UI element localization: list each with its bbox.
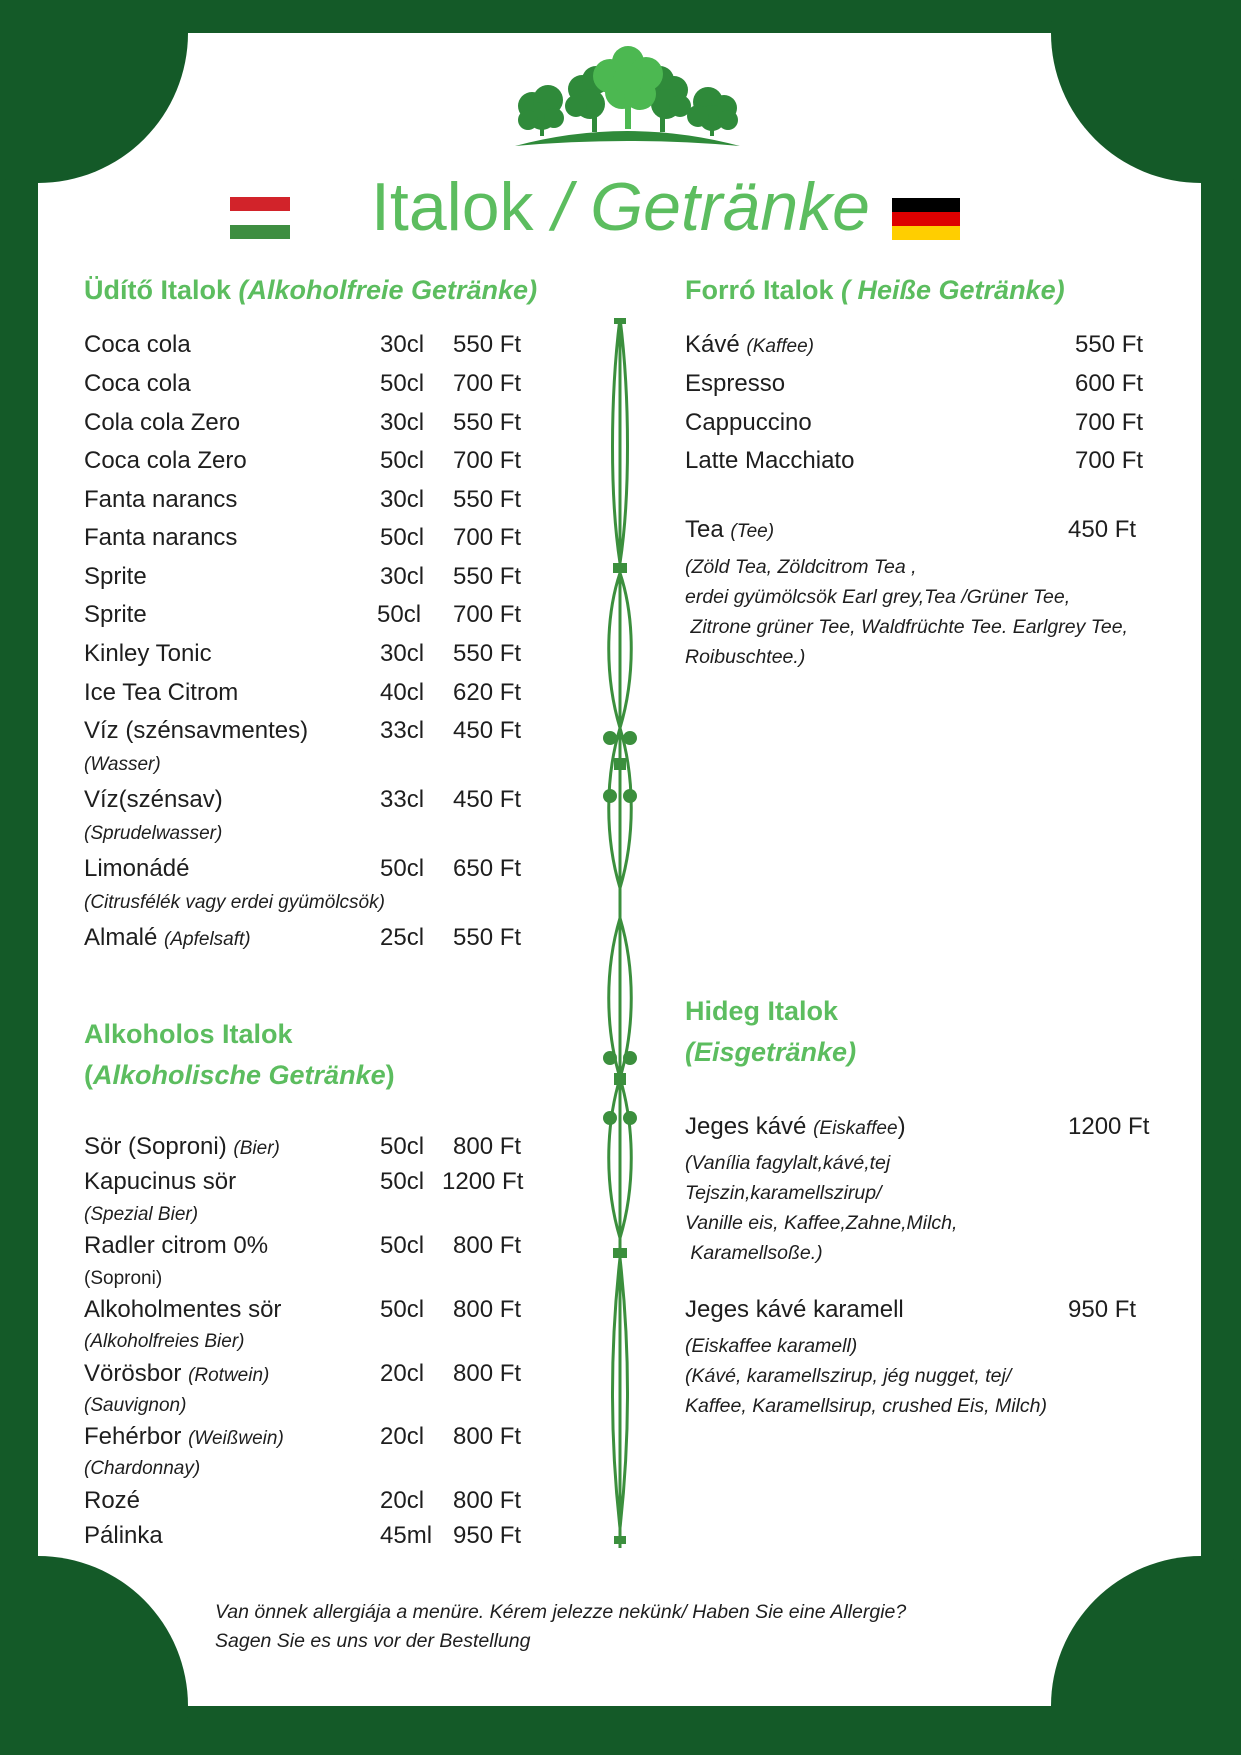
item-volume: 33cl [380,717,425,744]
item-name-de: (Bier) [233,1138,280,1159]
item-volume: 50cl [380,1168,425,1195]
item-volume: 30cl [380,409,425,436]
note-line: (Vanília fagylalt,kávé,tej [685,1152,891,1174]
item-price: 650 Ft [453,855,522,882]
item-name [685,1113,906,1141]
hot-drinks-heading-sub: ( Heiße Getränke) [841,275,1065,305]
item-name: Espresso [685,370,786,397]
item-volume: 50cl [377,601,422,628]
item-price: 800 Ft [453,1296,522,1323]
title-separator: / [533,169,591,245]
alcohol-heading [84,1014,395,1096]
item-name-de: (Kaffee) [746,336,814,357]
soft-drinks-heading-sub: (Alkoholfreie Getränke) [238,275,538,305]
menu-item [84,524,534,558]
menu-item [84,370,534,404]
item-name: Fanta narancs [84,486,238,513]
menu-item [84,924,534,958]
item-name-de: (Apfelsaft) [164,929,251,950]
item-subtitle: (Chardonnay) [84,1458,201,1479]
note-line: Karamellsoße.) [685,1242,823,1264]
note-line: Kaffee, Karamellsirup, crushed Eis, Milch) [685,1395,1047,1417]
item-name: Víz(szénsav) [84,786,223,813]
tea-notes [685,552,1128,672]
item-volume: 50cl [380,1133,425,1160]
item-name-de: (Eiskaffee [813,1118,898,1139]
alcohol-heading-line1: Alkoholos Italok [84,1019,293,1049]
menu-item [685,331,1150,365]
item-volume: 30cl [380,486,425,513]
menu-item [84,563,534,597]
menu-item [84,717,534,751]
menu-item [84,640,534,674]
iced-coffee-caramel-notes [685,1331,1047,1421]
menu-item [84,447,534,481]
note-line: Vanille eis, Kaffee,Zahne,Milch, [685,1212,958,1234]
note-line: (Eiskaffee karamell) [685,1335,858,1357]
item-name: Fanta narancs [84,524,238,551]
item-subtitle: (Wasser) [84,754,161,775]
item-price: 620 Ft [453,679,522,706]
item-name: Kinley Tonic [84,640,212,667]
item-price: 550 Ft [453,331,522,358]
item-volume: 40cl [380,679,425,706]
item-volume: 50cl [380,524,425,551]
menu-item [84,1360,544,1394]
menu-item [84,679,534,713]
item-name-hu: Jeges kávé [685,1113,807,1140]
item-price: 700 Ft [453,601,522,628]
item-volume: 50cl [380,370,425,397]
item-price: 1200 Ft [442,1168,524,1195]
paren-close: ) [385,1060,395,1090]
item-name: Víz (szénsavmentes) [84,717,309,744]
item-name-hu: Tea [685,516,724,543]
item-name-de: (Rotwein) [188,1365,270,1386]
item-name [84,1360,269,1388]
note-line: (Kávé, karamellszirup, jég nugget, tej/ [685,1365,1012,1387]
item-name: Cappuccino [685,409,812,436]
menu-item [84,855,534,889]
item-volume: 50cl [380,855,425,882]
menu-item [685,409,1150,443]
item-volume: 50cl [380,1232,425,1259]
item-volume: 33cl [380,786,425,813]
item-subtitle: (Sauvignon) [84,1395,187,1416]
item-price: 800 Ft [453,1423,522,1450]
item-price: 700 Ft [1075,447,1144,474]
item-name: Coca cola [84,331,191,358]
item-subtitle: (Citrusfélék vagy erdei gyümölcsök) [84,892,385,913]
item-name-hu: Kávé [685,331,740,358]
item-price: 600 Ft [1075,370,1144,397]
note-line: Tejszin,karamellszirup/ [685,1182,882,1204]
item-name [84,1133,280,1161]
item-volume: 25cl [380,924,425,951]
note-line: erdei gyümölcsök Earl grey,Tea /Grüner Tee, [685,586,1071,608]
item-price: 450 Ft [453,717,522,744]
menu-item [84,1133,544,1167]
item-name: Jeges kávé karamell [685,1296,904,1323]
item-price: 700 Ft [453,524,522,551]
item-price: 550 Ft [453,640,522,667]
menu-item [685,1113,1165,1147]
item-name: Cola cola Zero [84,409,241,436]
menu-item [84,486,534,520]
item-volume: 30cl [380,640,425,667]
menu-item [84,786,534,820]
item-price: 950 Ft [453,1522,522,1549]
title-main: Italok [371,169,534,245]
cold-drinks-heading [685,991,856,1073]
item-name-hu: Almalé [84,924,158,951]
item-volume: 20cl [380,1487,425,1514]
menu-item [84,1296,544,1330]
soft-drinks-heading [84,270,537,311]
item-name-hu: Sör (Soproni) [84,1133,227,1160]
hot-drinks-heading [685,270,1065,311]
item-price: 450 Ft [1068,516,1137,543]
note-line: Roibuschtee.) [685,646,806,668]
item-name [84,1423,284,1451]
item-name: Alkoholmentes sör [84,1296,282,1323]
item-price: 800 Ft [453,1360,522,1387]
item-price: 550 Ft [453,486,522,513]
item-price: 1200 Ft [1068,1113,1150,1140]
menu-item [84,331,534,365]
item-volume: 30cl [380,563,425,590]
item-name [685,331,814,359]
item-price: 550 Ft [453,563,522,590]
item-name-close: ) [897,1113,906,1140]
item-price: 550 Ft [1075,331,1144,358]
iced-coffee-notes [685,1148,957,1268]
item-name-de: (Tee) [730,521,775,542]
item-price: 700 Ft [453,370,522,397]
item-volume: 20cl [380,1360,425,1387]
soft-drinks-heading-main: Üdítő Italok [84,275,239,305]
item-price: 700 Ft [453,447,522,474]
menu-item [84,1522,544,1556]
item-name: Sprite [84,601,147,628]
menu-item [84,1487,544,1521]
item-name-hu: Fehérbor [84,1423,182,1450]
item-name: Rozé [84,1487,141,1514]
item-volume: 50cl [380,1296,425,1323]
item-name: Sprite [84,563,147,590]
item-price: 800 Ft [453,1487,522,1514]
item-price: 700 Ft [1075,409,1144,436]
ornamental-divider [600,318,640,1548]
item-name: Radler citrom 0% [84,1232,269,1259]
menu-item [84,409,534,443]
trees-logo-icon [510,44,745,152]
item-name: Coca cola [84,370,191,397]
item-name: Latte Macchiato [685,447,855,474]
menu-item [685,516,1150,550]
menu-item [84,601,534,635]
hot-drinks-heading-main: Forró Italok [685,275,842,305]
item-name: Ice Tea Citrom [84,679,239,706]
item-name-hu: Vörösbor [84,1360,182,1387]
note-line: (Zöld Tea, Zöldcitrom Tea , [685,556,917,578]
item-volume: 50cl [380,447,425,474]
cold-drinks-heading-line1: Hideg Italok [685,996,839,1026]
page-title [0,168,1241,246]
menu-item [84,1168,544,1202]
item-subtitle: (Sprudelwasser) [84,823,223,844]
item-name [685,516,774,544]
menu-item [84,1423,544,1457]
item-name: Kapucinus sör [84,1168,237,1195]
item-volume: 30cl [380,331,425,358]
cold-drinks-heading-line2: (Eisgetränke) [685,1037,857,1067]
item-price: 800 Ft [453,1232,522,1259]
allergy-note-line1: Van önnek allergiája a menüre. Kérem jelezze nekünk/ Haben Sie eine Allergie? [215,1601,907,1623]
item-name: Limonádé [84,855,190,882]
item-price: 800 Ft [453,1133,522,1160]
item-price: 450 Ft [453,786,522,813]
item-name: Pálinka [84,1522,163,1549]
menu-item [685,1296,1165,1330]
item-name: Coca cola Zero [84,447,247,474]
item-name-de: (Weißwein) [188,1428,284,1449]
note-line: Zitrone grüner Tee, Waldfrüchte Tee. Earlgrey Tee, [685,616,1128,638]
item-subtitle: (Alkoholfreies Bier) [84,1331,245,1352]
menu-item [685,370,1150,404]
item-price: 550 Ft [453,924,522,951]
item-subtitle: (Soproni) [84,1268,163,1289]
item-volume: 20cl [380,1423,425,1450]
alcohol-heading-sub: Alkoholische Getränke [93,1060,386,1090]
menu-item [84,1232,544,1266]
allergy-note-line2: Sagen Sie es uns vor der Bestellung [215,1630,531,1652]
item-subtitle: (Spezial Bier) [84,1204,199,1225]
title-secondary: Getränke [590,169,870,245]
paren-open: ( [84,1060,93,1090]
allergy-note [215,1598,906,1656]
item-price: 550 Ft [453,409,522,436]
item-volume: 45ml [380,1522,433,1549]
item-name [84,924,251,952]
menu-item [685,447,1150,481]
alcohol-heading-line2 [84,1055,395,1096]
item-price: 950 Ft [1068,1296,1137,1323]
